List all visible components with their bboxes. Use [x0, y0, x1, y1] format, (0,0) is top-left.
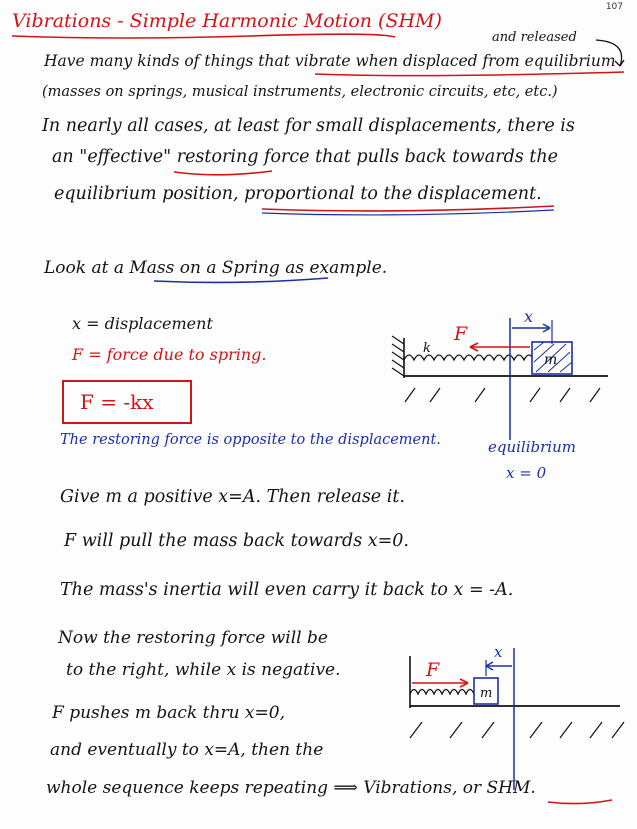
spring-diagram-2 — [410, 648, 624, 790]
floor-hatch-2 — [410, 722, 624, 738]
diagram2-x-label: x — [494, 643, 503, 661]
shm-underline — [548, 800, 612, 804]
intro-line-2: (masses on springs, musical instruments, electronic circuits, etc, etc.) — [42, 84, 558, 100]
insert-arc — [596, 40, 622, 66]
proportional-underline — [262, 206, 554, 211]
step-3: The mass's inertia will even carry it back to x = -A. — [60, 580, 514, 600]
step-4a: Now the restoring force will be — [58, 628, 328, 648]
insert-arrowhead — [615, 60, 624, 66]
step-1: Give m a positive x=A. Then release it. — [60, 487, 405, 507]
spring-diagram-1 — [392, 318, 608, 440]
diagram2-F-label: F — [426, 659, 440, 681]
spring-2 — [410, 690, 474, 695]
definition-x: x = displacement — [72, 314, 213, 333]
intro-line-1: Have many kinds of things that vibrate when displaced from equilibrium — [44, 52, 616, 70]
definition-F: F = force due to spring. — [72, 345, 267, 364]
intro-line-3: In nearly all cases, at least for small displacements, there is — [42, 116, 575, 136]
step-6: and eventually to x=A, then the — [50, 740, 324, 760]
step-5: F pushes m back thru x=0, — [52, 703, 285, 723]
step-2: F will pull the mass back towards x=0. — [64, 531, 409, 551]
diagram1-F-label: F — [454, 323, 468, 345]
page-title: Vibrations - Simple Harmonic Motion (SHM) — [12, 10, 442, 32]
page-number: 107 — [605, 2, 623, 12]
intro-insert: and released — [492, 30, 577, 45]
restoring-note: The restoring force is opposite to the displacement. — [60, 432, 441, 448]
formula-text: F = -kx — [80, 390, 154, 414]
wall-hatch-1 — [392, 336, 404, 376]
intro-line-4: an "effective" restoring force that pulls back towards the — [52, 147, 558, 167]
mass-spring-underline — [154, 278, 328, 282]
x-zero-label: x = 0 — [506, 464, 547, 482]
diagram1-k-label: k — [423, 341, 431, 356]
equilibrium-label: equilibrium — [488, 438, 576, 456]
example-line: Look at a Mass on a Spring as example. — [44, 258, 388, 278]
step-4b: to the right, while x is negative. — [66, 660, 341, 680]
step-7: whole sequence keeps repeating ⟹ Vibrations, or SHM. — [46, 778, 536, 798]
diagram1-m-label: m — [544, 352, 558, 368]
diagram2-m-label: m — [480, 686, 493, 701]
floor-hatch-1 — [405, 388, 600, 402]
diagram1-x-label: x — [524, 307, 534, 326]
title-underline — [12, 34, 395, 38]
restoring-underline — [174, 171, 272, 175]
vibrate-underline — [315, 72, 624, 76]
intro-line-5: equilibrium position, proportional to the displacement. — [54, 184, 542, 204]
